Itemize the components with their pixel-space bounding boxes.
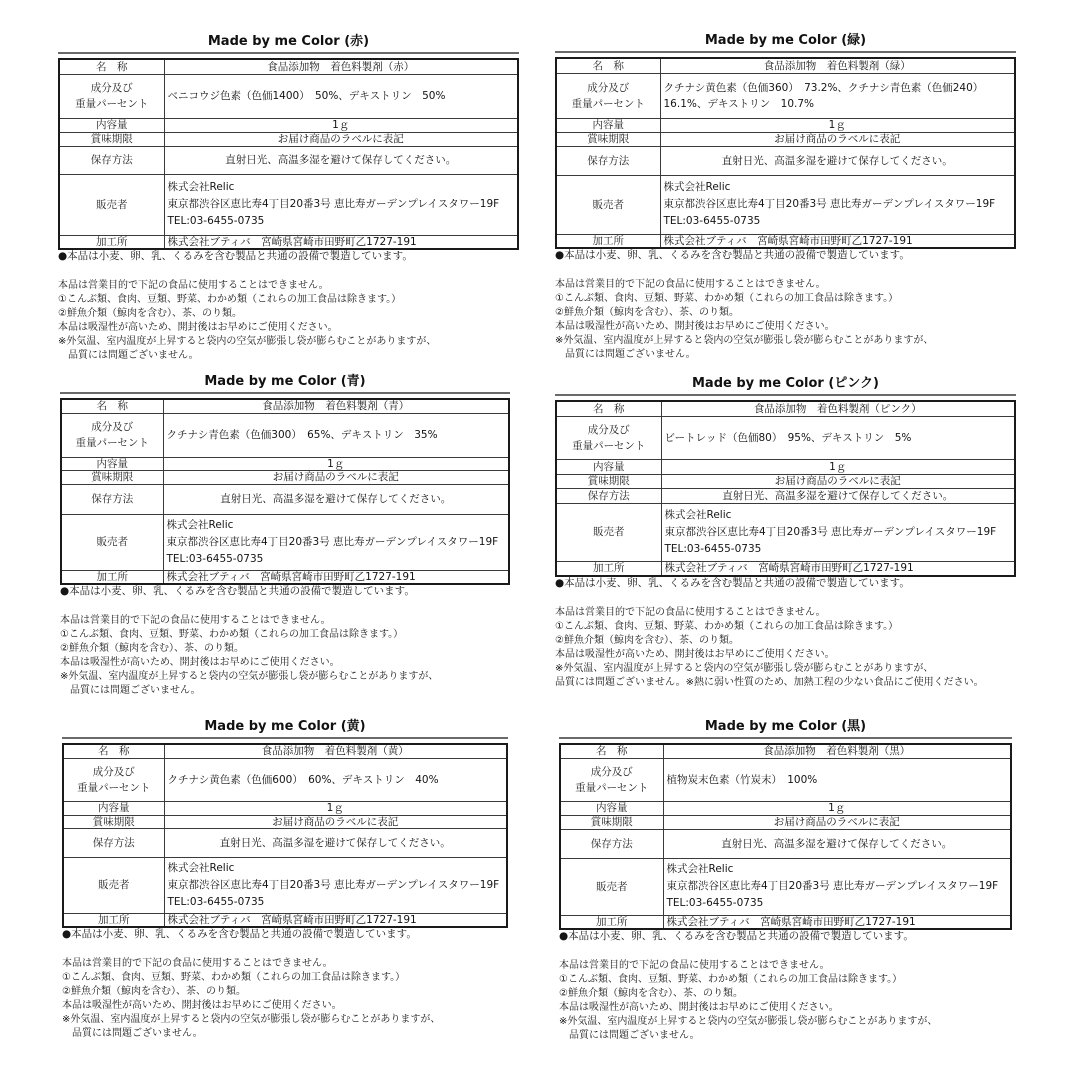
label-ingredients — [556, 73, 660, 118]
value-storage: 直射日光、高温多湿を避けて保存してください。 — [164, 146, 518, 174]
label-storage: 保存方法 — [63, 828, 164, 857]
label-ingredients — [61, 413, 163, 457]
title-underline — [559, 737, 1012, 739]
notice-line: ②鮮魚介類（鯨肉を含む）、茶、のり類。 — [555, 307, 739, 318]
row-seller — [560, 858, 1011, 915]
row-ingredients — [556, 73, 1015, 118]
notice-line: ②鮮魚介類（鯨肉を含む）、茶、のり類。 — [555, 635, 739, 646]
ingredients-line: 16.1%、デキストリン 10.7% — [663, 97, 815, 110]
notice-line: ①こんぶ類、食肉、豆類、野菜、わかめ類（これらの加工食品は除きます。） — [60, 628, 404, 640]
label-ingredients — [59, 74, 164, 118]
notice-line: ②鮮魚介類（鯨肉を含む）、茶、のり類。 — [58, 307, 242, 319]
label-seller: 販売者 — [556, 175, 660, 234]
row-name — [556, 401, 1015, 416]
label-processor: 加工所 — [61, 570, 163, 584]
seller-company: 株式会社Relic — [167, 861, 235, 874]
spec-table — [555, 57, 1016, 249]
value-processor: 株式会社ブティバ 宮崎県宮崎市田野町乙1727-191 — [661, 561, 1015, 576]
value-best-before: お届け商品のラベルに表記 — [660, 132, 1015, 146]
seller-address: 東京都渋谷区恵比寿4丁目20番3号 恵比寿ガーデンプレイスタワー19F — [664, 525, 997, 538]
value-seller — [164, 174, 518, 235]
allergen-note: ●本品は小麦、卵、乳、くるみを含む製品と共通の設備で製造しています。 — [559, 930, 914, 942]
label-ingredients-line: 成分及び — [590, 765, 633, 778]
value-name: 食品添加物 着色料製剤（青） — [163, 399, 509, 413]
value-storage: 直射日光、高温多湿を避けて保存してください。 — [660, 146, 1015, 175]
value-content: 1ｇ — [164, 801, 507, 815]
row-best-before — [556, 132, 1015, 146]
notice-line: ②鮮魚介類（鯨肉を含む）、茶、のり類。 — [559, 988, 743, 999]
notice-line: ※外気温、室内温度が上昇すると袋内の空気が膨張し袋が膨らむことがありますが、 — [62, 1013, 441, 1025]
value-storage: 直射日光、高温多湿を避けて保存してください。 — [164, 828, 507, 857]
notice-line: 本品は営業目的で下記の食品に使用することはできません。 — [555, 607, 826, 618]
row-processor — [59, 235, 518, 249]
label-ingredients-line: 成分及び — [587, 81, 630, 94]
usage-notices — [555, 278, 1016, 362]
seller-company: 株式会社Relic — [663, 181, 731, 193]
value-seller — [163, 514, 509, 570]
spec-table — [555, 400, 1016, 577]
notice-line: 品質には問題ございません。 — [60, 684, 201, 696]
notice-line: 品質には問題ございません。 — [555, 349, 696, 360]
notice-line: ※外気温、室内温度が上昇すると袋内の空気が膨張し袋が膨らむことがありますが、 — [58, 335, 437, 347]
label-content: 内容量 — [59, 118, 164, 132]
seller-company: 株式会社Relic — [664, 508, 732, 521]
allergen-note: ●本品は小麦、卵、乳、くるみを含む製品と共通の設備で製造しています。 — [62, 927, 417, 940]
label-ingredients-line: 重量パーセント — [572, 439, 646, 452]
value-ingredients — [164, 74, 518, 118]
label-seller: 販売者 — [61, 514, 163, 570]
product-label-section — [555, 376, 1016, 690]
label-storage: 保存方法 — [560, 829, 663, 858]
value-name: 食品添加物 着色料製剤（黒） — [663, 744, 1011, 758]
label-name: 名 称 — [556, 58, 660, 73]
label-best-before: 賞味期限 — [63, 815, 164, 828]
section-title: Made by me Color (青) — [204, 374, 366, 389]
usage-notices — [58, 279, 519, 363]
spec-table — [62, 743, 508, 928]
label-seller: 販売者 — [63, 857, 164, 913]
row-name — [560, 744, 1011, 758]
label-seller: 販売者 — [556, 503, 661, 561]
ingredients-line: クチナシ青色素（色価300） 65%、デキストリン 35% — [166, 429, 438, 441]
notice-line: ①こんぶ類、食肉、豆類、野菜、わかめ類（これらの加工食品は除きます。） — [555, 293, 899, 304]
value-ingredients — [661, 416, 1015, 459]
row-ingredients — [61, 413, 509, 457]
row-content — [556, 118, 1015, 132]
notice-line: ①こんぶ類、食肉、豆類、野菜、わかめ類（これらの加工食品は除きます。） — [559, 974, 903, 985]
value-name: 食品添加物 着色料製剤（黄） — [164, 744, 507, 758]
label-best-before: 賞味期限 — [560, 815, 663, 829]
row-best-before — [556, 474, 1015, 488]
value-content: 1ｇ — [661, 459, 1015, 474]
seller-company: 株式会社Relic — [666, 863, 734, 875]
row-storage — [556, 488, 1015, 503]
value-content: 1ｇ — [660, 118, 1015, 132]
row-best-before — [59, 132, 518, 146]
value-best-before: お届け商品のラベルに表記 — [163, 470, 509, 484]
label-name: 名 称 — [61, 399, 163, 413]
notice-line: ※外気温、室内温度が上昇すると袋内の空気が膨張し袋が膨らむことがありますが、 — [60, 670, 439, 682]
label-content: 内容量 — [556, 459, 661, 474]
label-best-before: 賞味期限 — [61, 470, 163, 484]
notice-line: ①こんぶ類、食肉、豆類、野菜、わかめ類（これらの加工食品は除きます。） — [62, 971, 406, 983]
section-title: Made by me Color (緑) — [704, 33, 867, 48]
label-ingredients-line: 成分及び — [587, 423, 630, 436]
label-ingredients-line: 重量パーセント — [571, 97, 645, 110]
label-processor: 加工所 — [63, 913, 164, 927]
value-content: 1ｇ — [163, 457, 509, 470]
row-seller — [63, 857, 507, 913]
notice-line: 本品は営業目的で下記の食品に使用することはできません。 — [60, 614, 331, 626]
row-processor — [556, 561, 1015, 576]
label-name: 名 称 — [560, 744, 663, 758]
row-ingredients — [59, 74, 518, 118]
row-storage — [556, 146, 1015, 175]
spec-table — [559, 743, 1012, 930]
ingredients-line: 植物炭末色素（竹炭末） 100% — [666, 773, 818, 786]
seller-phone: TEL:03-6455-0735 — [663, 215, 761, 227]
notice-line: ②鮮魚介類（鯨肉を含む）、茶、のり類。 — [62, 985, 246, 997]
notice-line: 本品は吸湿性が高いため、開封後はお早めにご使用ください。 — [559, 1002, 839, 1013]
label-processor: 加工所 — [59, 235, 164, 249]
notice-line: ②鮮魚介類（鯨肉を含む）、茶、のり類。 — [60, 642, 244, 654]
notice-line: ※外気温、室内温度が上昇すると袋内の空気が膨張し袋が膨らむことがありますが、 — [555, 663, 934, 674]
notice-line: 本品は吸湿性が高いため、開封後はお早めにご使用ください。 — [60, 656, 340, 668]
usage-notices — [60, 614, 510, 698]
row-best-before — [560, 815, 1011, 829]
row-seller — [61, 514, 509, 570]
row-content — [61, 457, 509, 470]
value-processor: 株式会社ブティバ 宮崎県宮崎市田野町乙1727-191 — [663, 915, 1011, 929]
notice-line: ①こんぶ類、食肉、豆類、野菜、わかめ類（これらの加工食品は除きます。） — [58, 293, 402, 305]
ingredients-line: クチナシ黄色素（色価600） 60%、デキストリン 40% — [167, 773, 439, 786]
value-best-before: お届け商品のラベルに表記 — [661, 474, 1015, 488]
product-label-section — [559, 719, 1012, 1043]
seller-phone: TEL:03-6455-0735 — [167, 215, 265, 227]
row-content — [63, 801, 507, 815]
row-storage — [560, 829, 1011, 858]
label-content: 内容量 — [560, 801, 663, 815]
value-best-before: お届け商品のラベルに表記 — [164, 815, 507, 828]
title-underline — [60, 392, 510, 394]
seller-phone: TEL:03-6455-0735 — [166, 552, 264, 565]
notice-line: 品質には問題ございません。 — [62, 1027, 203, 1039]
label-ingredients — [63, 758, 164, 801]
value-ingredients — [164, 758, 507, 801]
value-content: 1ｇ — [164, 118, 518, 132]
seller-phone: TEL:03-6455-0735 — [167, 895, 265, 908]
label-ingredients-line: 重量パーセント — [75, 437, 149, 449]
row-name — [63, 744, 507, 758]
label-content: 内容量 — [61, 457, 163, 470]
label-ingredients-line: 成分及び — [92, 765, 135, 778]
allergen-note: ●本品は小麦、卵、乳、くるみを含む製品と共通の設備で製造しています。 — [555, 577, 910, 589]
notice-line: 本品は営業目的で下記の食品に使用することはできません。 — [62, 957, 333, 969]
label-processor: 加工所 — [556, 234, 660, 248]
row-processor — [63, 913, 507, 927]
row-content — [560, 801, 1011, 815]
row-content — [556, 459, 1015, 474]
label-best-before: 賞味期限 — [59, 132, 164, 146]
label-storage: 保存方法 — [59, 146, 164, 174]
label-ingredients — [560, 758, 663, 801]
row-ingredients — [560, 758, 1011, 801]
row-seller — [59, 174, 518, 235]
value-processor: 株式会社ブティバ 宮崎県宮崎市田野町乙1727-191 — [164, 913, 507, 927]
row-storage — [63, 828, 507, 857]
value-storage: 直射日光、高温多湿を避けて保存してください。 — [663, 829, 1011, 858]
ingredients-line: ビートレッド（色価80） 95%、デキストリン 5% — [664, 431, 912, 444]
usage-notices — [555, 606, 1016, 690]
row-name — [556, 58, 1015, 73]
row-name — [61, 399, 509, 413]
label-ingredients-line: 成分及び — [91, 421, 134, 433]
row-processor — [560, 915, 1011, 929]
label-name: 名 称 — [59, 59, 164, 74]
value-seller — [663, 858, 1011, 915]
label-content: 内容量 — [63, 801, 164, 815]
spec-table — [58, 58, 519, 250]
seller-phone: TEL:03-6455-0735 — [666, 897, 764, 909]
section-title: Made by me Color (黄) — [204, 719, 366, 734]
row-seller — [556, 175, 1015, 234]
row-seller — [556, 503, 1015, 561]
title-underline — [555, 51, 1016, 53]
value-seller — [164, 857, 507, 913]
value-processor: 株式会社ブティバ 宮崎県宮崎市田野町乙1727-191 — [164, 235, 518, 249]
seller-phone: TEL:03-6455-0735 — [664, 542, 762, 555]
value-processor: 株式会社ブティバ 宮崎県宮崎市田野町乙1727-191 — [660, 234, 1015, 248]
title-underline — [58, 52, 519, 54]
value-seller — [661, 503, 1015, 561]
label-ingredients-line: 成分及び — [90, 82, 133, 94]
label-best-before: 賞味期限 — [556, 474, 661, 488]
product-label-section — [62, 719, 508, 1041]
notice-line: 本品は吸湿性が高いため、開封後はお早めにご使用ください。 — [555, 649, 835, 660]
seller-company: 株式会社Relic — [167, 181, 235, 193]
value-ingredients — [663, 758, 1011, 801]
value-content: 1ｇ — [663, 801, 1011, 815]
ingredients-line: ベニコウジ色素（色価1400） 50%、デキストリン 50% — [167, 90, 446, 102]
seller-company: 株式会社Relic — [166, 518, 234, 531]
row-ingredients — [556, 416, 1015, 459]
label-storage: 保存方法 — [556, 146, 660, 175]
title-underline — [62, 737, 508, 739]
label-ingredients-line: 重量パーセント — [75, 98, 149, 110]
label-best-before: 賞味期限 — [556, 132, 660, 146]
label-ingredients-line: 重量パーセント — [575, 781, 649, 794]
value-name: 食品添加物 着色料製剤（赤） — [164, 59, 518, 74]
row-processor — [556, 234, 1015, 248]
value-name: 食品添加物 着色料製剤（ピンク） — [661, 401, 1015, 416]
value-seller — [660, 175, 1015, 234]
allergen-note: ●本品は小麦、卵、乳、くるみを含む製品と共通の設備で製造しています。 — [60, 584, 415, 597]
value-storage: 直射日光、高温多湿を避けて保存してください。 — [163, 484, 509, 514]
product-label-section — [60, 374, 510, 698]
product-label-section — [58, 34, 519, 363]
row-content — [59, 118, 518, 132]
seller-address: 東京都渋谷区恵比寿4丁目20番3号 恵比寿ガーデンプレイスタワー19F — [167, 198, 500, 210]
value-best-before: お届け商品のラベルに表記 — [164, 132, 518, 146]
row-processor — [61, 570, 509, 584]
notice-line: 本品は吸湿性が高いため、開封後はお早めにご使用ください。 — [555, 321, 835, 332]
label-content: 内容量 — [556, 118, 660, 132]
notice-line: 本品は営業目的で下記の食品に使用することはできません。 — [559, 960, 830, 971]
section-title: Made by me Color (黒) — [704, 719, 867, 734]
value-ingredients — [660, 73, 1015, 118]
seller-address: 東京都渋谷区恵比寿4丁目20番3号 恵比寿ガーデンプレイスタワー19F — [167, 878, 500, 891]
row-best-before — [61, 470, 509, 484]
row-ingredients — [63, 758, 507, 801]
allergen-note: ●本品は小麦、卵、乳、くるみを含む製品と共通の設備で製造しています。 — [58, 249, 413, 262]
section-title: Made by me Color (赤) — [207, 34, 370, 49]
row-name — [59, 59, 518, 74]
section-title: Made by me Color (ピンク) — [692, 376, 879, 391]
value-processor: 株式会社ブティバ 宮崎県宮崎市田野町乙1727-191 — [163, 570, 509, 584]
allergen-note: ●本品は小麦、卵、乳、くるみを含む製品と共通の設備で製造しています。 — [555, 249, 910, 261]
usage-notices — [62, 957, 508, 1041]
notice-line: 品質には問題ございません。※熱に弱い性質のため、加熱工程の少ない食品にご使用ください。 — [555, 677, 984, 688]
notice-line: ①こんぶ類、食肉、豆類、野菜、わかめ類（これらの加工食品は除きます。） — [555, 621, 899, 632]
seller-address: 東京都渋谷区恵比寿4丁目20番3号 恵比寿ガーデンプレイスタワー19F — [663, 198, 996, 210]
row-storage — [59, 146, 518, 174]
label-storage: 保存方法 — [61, 484, 163, 514]
value-best-before: お届け商品のラベルに表記 — [663, 815, 1011, 829]
label-processor: 加工所 — [556, 561, 661, 576]
seller-address: 東京都渋谷区恵比寿4丁目20番3号 恵比寿ガーデンプレイスタワー19F — [666, 880, 999, 892]
label-ingredients — [556, 416, 661, 459]
product-label-section — [555, 33, 1016, 362]
notice-line: ※外気温、室内温度が上昇すると袋内の空気が膨張し袋が膨らむことがありますが、 — [559, 1016, 938, 1027]
label-storage: 保存方法 — [556, 488, 661, 503]
ingredients-line: クチナシ黄色素（色価360） 73.2%、クチナシ青色素（色価240） — [663, 81, 984, 94]
label-name: 名 称 — [63, 744, 164, 758]
spec-table — [60, 398, 510, 585]
label-name: 名 称 — [556, 401, 661, 416]
seller-address: 東京都渋谷区恵比寿4丁目20番3号 恵比寿ガーデンプレイスタワー19F — [166, 535, 499, 548]
label-seller: 販売者 — [59, 174, 164, 235]
notice-line: 本品は営業目的で下記の食品に使用することはできません。 — [555, 279, 826, 290]
notice-line: 本品は営業目的で下記の食品に使用することはできません。 — [58, 279, 329, 291]
label-processor: 加工所 — [560, 915, 663, 929]
notice-line: 品質には問題ございません。 — [559, 1030, 700, 1041]
notice-line: 本品は吸湿性が高いため、開封後はお早めにご使用ください。 — [58, 321, 338, 333]
value-name: 食品添加物 着色料製剤（緑） — [660, 58, 1015, 73]
label-ingredients-line: 重量パーセント — [77, 781, 151, 794]
notice-line: 本品は吸湿性が高いため、開封後はお早めにご使用ください。 — [62, 999, 342, 1011]
value-ingredients — [163, 413, 509, 457]
row-best-before — [63, 815, 507, 828]
notice-line: 品質には問題ございません。 — [58, 349, 199, 361]
value-storage: 直射日光、高温多湿を避けて保存してください。 — [661, 488, 1015, 503]
title-underline — [555, 394, 1016, 396]
row-storage — [61, 484, 509, 514]
usage-notices — [559, 959, 1012, 1043]
notice-line: ※外気温、室内温度が上昇すると袋内の空気が膨張し袋が膨らむことがありますが、 — [555, 335, 934, 346]
label-seller: 販売者 — [560, 858, 663, 915]
